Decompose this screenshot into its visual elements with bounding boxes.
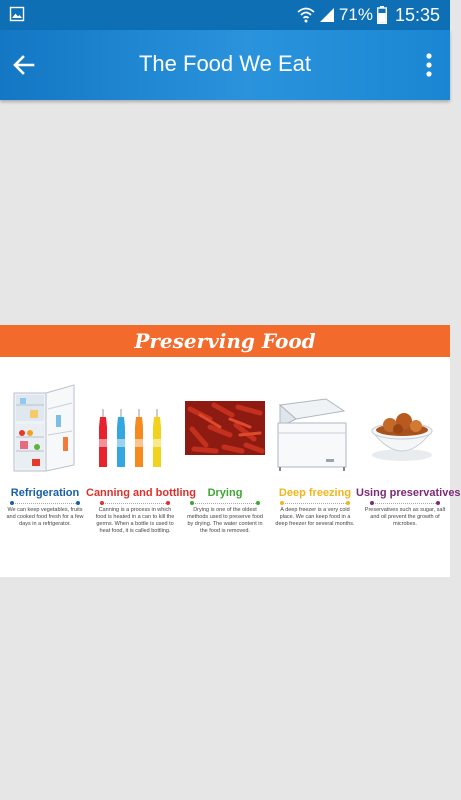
method-deep-freezing <box>270 365 360 575</box>
method-name: Using preservatives <box>356 487 461 499</box>
method-drying <box>180 365 270 575</box>
infographic-heading: Preserving Food <box>134 329 316 353</box>
method-description: A deep freezer is a very cold place. We can keep food in a deep freezer for several months. <box>275 507 355 527</box>
divider <box>192 503 258 504</box>
status-bar <box>0 0 450 30</box>
divider <box>102 503 168 504</box>
pickle-bowl-image <box>360 375 450 475</box>
refrigerator-image <box>0 375 90 475</box>
deep-freezer-image <box>270 375 360 475</box>
method-name: Deep freezing <box>278 487 352 499</box>
gallery-icon <box>10 7 24 21</box>
divider <box>12 503 78 504</box>
method-canning <box>86 365 196 575</box>
method-name: Refrigeration <box>10 487 80 499</box>
divider <box>282 503 348 504</box>
method-name: Drying <box>207 487 243 499</box>
infographic-image[interactable] <box>0 325 461 577</box>
page-title: The Food We Eat <box>138 51 311 76</box>
app-bar <box>0 30 450 100</box>
method-refrigeration <box>0 365 90 575</box>
bottles-image <box>90 375 180 475</box>
more-vertical-icon <box>422 50 436 80</box>
signal-icon <box>319 7 335 23</box>
divider <box>372 503 438 504</box>
infographic-banner <box>0 325 450 357</box>
method-preservatives <box>356 365 461 575</box>
overflow-menu-button[interactable] <box>422 50 436 80</box>
clock: 15:35 <box>394 4 440 25</box>
method-description: Canning is a process in which food is heated in a can to kill the germs. When a bottle is used to heat food, it is called bottling. <box>95 507 175 534</box>
dried-chillies-image <box>180 375 270 475</box>
battery-icon <box>377 6 387 24</box>
method-description: Drying is one of the oldest methods used to preserve food by drying. The water content in the food is removed. <box>187 507 263 534</box>
method-description: We can keep vegetables, fruits and cooked food fresh for a few days in a refrigerator. <box>6 507 84 527</box>
method-name: Canning and bottling <box>86 487 196 499</box>
method-description: Preservatives such as sugar, salt and oil prevent the growth of microbes. <box>364 507 446 527</box>
battery-percent: 71% <box>338 5 373 24</box>
wifi-icon <box>297 7 315 23</box>
